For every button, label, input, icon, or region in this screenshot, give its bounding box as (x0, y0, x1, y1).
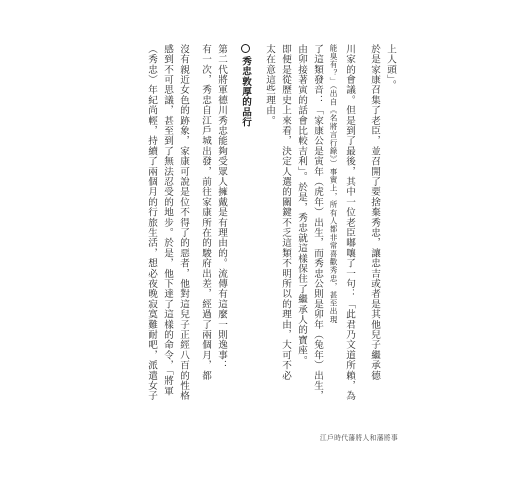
section-heading (237, 44, 253, 439)
body-column: 能臭有？」（出自《名將言行錄》）事實上，所有人都非常喜歡秀忠，甚至出現 (329, 44, 338, 324)
body-column: 川家的會議。但是到了最後，其中一位老臣嘟嚷了一句：「此君乃文道所賴，為 (344, 44, 355, 401)
body-column: 有一次，秀忠自江戶城出發，前往家康所在的駿府出差，經過了兩個月，都 (200, 44, 211, 381)
body-column: 由卯接著寅的話會比較吉利」。於是，秀忠就這樣保住了繼承人的寶座。 (296, 44, 307, 366)
running-footer: 江戶時代藩將人和藩將事 (319, 434, 398, 442)
body-column: 感到不可思議，甚至到了無法忍受的地步。於是，他下達了這樣的命令，「將軍 (162, 44, 173, 397)
body-column: 沒有親近女色的跡象，家康可說是位不得了的惡者，他對這兒子正經八百的性格 (178, 44, 189, 401)
body-column: （秀忠）年紀尚輕，持續了兩個月的行旅生活，想必夜晚寂寞難耐吧，派遣女子 (146, 44, 157, 401)
body-column: 第二代將軍德川秀忠能夠受眾人擁戴是有理由的。流傳有這麼一則逸事： (216, 44, 227, 371)
heading-circle-icon (241, 44, 250, 53)
section-heading-text: 秀忠敦厚的品行 (240, 56, 251, 128)
body-column: 於是家康召集了老臣，並召開了要捨棄秀忠，讓忠吉或者是其他兒子繼承德 (369, 44, 380, 381)
body-column: 了這類發音：「家康公是寅年（虎年）出生，而秀忠公則是卯年（兔年）出生， (312, 44, 323, 401)
vertical-text-block (98, 44, 398, 439)
body-column: 上人頭」。 (385, 44, 396, 91)
body-column: 太在意這些理由。 (264, 44, 275, 126)
body-column: 即便是從歷史上來看，決定人選的關鍵不乏這類不明所以的理由，大可不必 (280, 44, 291, 381)
